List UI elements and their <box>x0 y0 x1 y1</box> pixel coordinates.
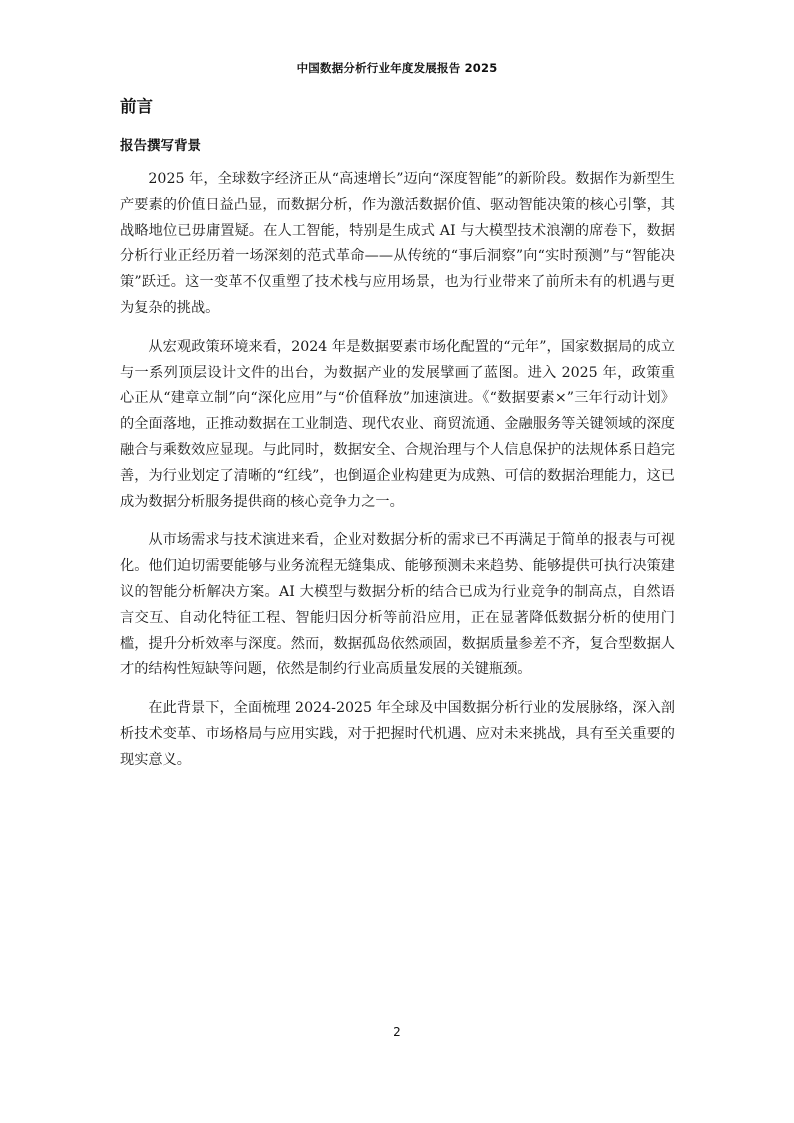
subsection-title: 报告撰写背景 <box>120 138 201 154</box>
running-header: 中国数据分析行业年度发展报告 2025 <box>296 61 498 75</box>
paragraph-1: 2025 年，全球数字经济正从“高速增长”迈向“深度智能”的新阶段。数据作为新型生产要素的价值日益凸显，而数据分析，作为激活数据价值、驱动智能决策的核心引擎，其战略地位已毋庸置疑。在人工智能，特别是生成式 AI 与大模型技术浪潮的席卷下，数据分析行业正经历着一场深刻的范式革命——从传统的“事后洞察”向“实时预测”与“智能决策”跃迁。这一变革不仅重塑了技术栈与应用场景，也为行业带来了前所未有的机遇与更为复杂的挑战。 <box>120 171 675 316</box>
paragraph-2: 从宏观政策环境来看，2024 年是数据要素市场化配置的“元年”，国家数据局的成立与一系列顶层设计文件的出台，为数据产业的发展擘画了蓝图。进入 2025 年，政策重心正从“建章立制”向“深化应用”与“价值释放”加速演进。《“数据要素×”三年行动计划》的全面落地，正推动数据在工业制造、现代农业、商贸流通、金融服务等关键领域的深度融合与乘数效应显现。与此同时，数据安全、合规治理与个人信息保护的法规体系日趋完善，为行业划定了清晰的“红线”，也倒逼企业构建更为成熟、可信的数据治理能力，这已成为数据分析服务提供商的核心竞争力之一。 <box>120 338 675 510</box>
document-body <box>120 94 675 774</box>
paragraph-3: 从市场需求与技术演进来看，企业对数据分析的需求已不再满足于简单的报表与可视化。他们迫切需要能够与业务流程无缝集成、能够预测未来趋势、能够提供可执行决策建议的智能分析解决方案。AI 大模型与数据分析的结合已成为行业竞争的制高点，自然语言交互、自动化特征工程、智能归因分析等前沿应用，正在显著降低数据分析的使用门槛，提升分析效率与深度。然而，数据孤岛依然顽固，数据质量参差不齐，复合型数据人才的结构性短缺等问题，依然是制约行业高质量发展的关键瓶颈。 <box>120 532 675 678</box>
section-title: 前言 <box>120 97 153 116</box>
paragraph-4: 在此背景下，全面梳理 2024-2025 年全球及中国数据分析行业的发展脉络，深入剖析技术变革、市场格局与应用实践，对于把握时代机遇、应对未来挑战，具有至关重要的现实意义。 <box>120 700 675 768</box>
page-number: 2 <box>393 1025 401 1039</box>
